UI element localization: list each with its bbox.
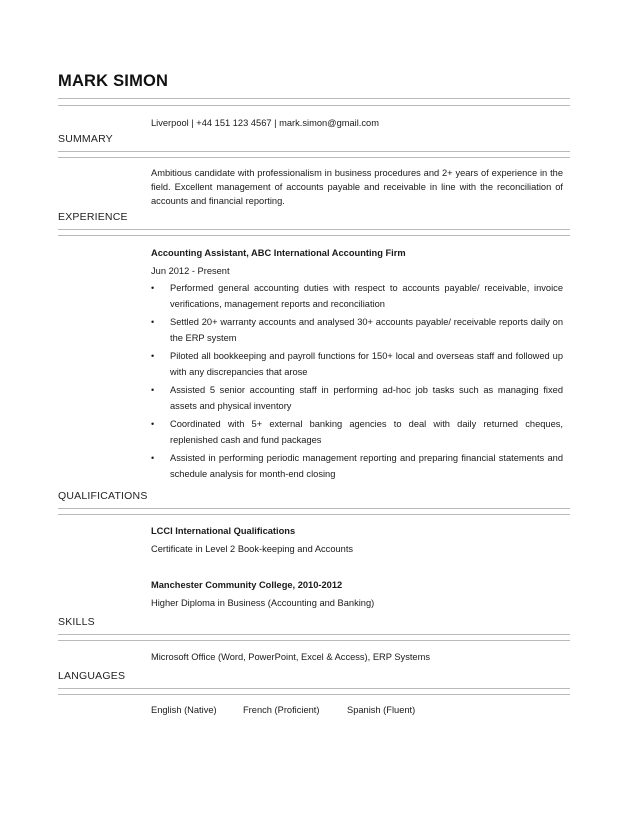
language-item: English (Native) [151,705,217,715]
divider [58,151,570,152]
bullet-icon: • [151,351,155,361]
summary-heading: SUMMARY [58,133,113,145]
divider [58,634,570,635]
job-duties-list [151,281,563,485]
qualification-title: LCCI International Qualifications [151,526,296,536]
job-dates: Jun 2012 - Present [151,266,230,276]
divider [58,157,570,158]
bullet-icon: • [151,453,155,463]
list-item: • Assisted in performing periodic management reporting and preparing financial statements and schedule analysis for month-end closing [151,453,563,479]
job-title: Accounting Assistant, ABC International Accounting Firm [151,248,406,258]
divider [58,229,570,230]
language-item: Spanish (Fluent) [347,705,416,715]
summary-text: Ambitious candidate with professionalism in business procedures and 2+ years of experience in the field. Excellent management of accounts payable and receivable in line with the reconciliation of accounts and financial reporting. [151,168,563,206]
divider [58,514,570,515]
qualification-title: Manchester Community College, 2010-2012 [151,580,343,590]
candidate-name: MARK SIMON [58,72,169,90]
contact-info: Liverpool | +44 151 123 4567 | mark.simon@gmail.com [151,118,379,128]
qualification-detail: Higher Diploma in Business (Accounting and Banking) [151,598,375,608]
qualification-detail: Certificate in Level 2 Book-keeping and Accounts [151,544,354,554]
experience-heading: EXPERIENCE [58,211,128,223]
bullet-icon: • [151,419,155,429]
divider [58,235,570,236]
list-item: • Piloted all bookkeeping and payroll functions for 150+ local and overseas staff and followed up with any discrepancies that arose [151,351,563,377]
languages-heading: LANGUAGES [58,670,126,682]
bullet-icon: • [151,283,155,293]
list-item: • Performed general accounting duties with respect to accounts payable/ receivable, invoice verifications, management reports and reconciliation [151,283,563,309]
divider [58,694,570,695]
skills-heading: SKILLS [58,616,95,628]
list-item: • Coordinated with 5+ external banking agencies to deal with daily returned cheques, replenished cash and fund packages [151,419,563,445]
qualifications-heading: QUALIFICATIONS [58,490,148,502]
list-item: • Settled 20+ warranty accounts and analysed 30+ accounts payable/ receivable reports daily on the ERP system [151,317,563,343]
divider [58,98,570,99]
bullet-icon: • [151,317,155,327]
divider [58,508,570,509]
bullet-icon: • [151,385,155,395]
divider [58,105,570,106]
divider [58,640,570,641]
skills-text: Microsoft Office (Word, PowerPoint, Excel & Access), ERP Systems [151,652,430,662]
language-item: French (Proficient) [243,705,320,715]
divider [58,688,570,689]
list-item: • Assisted 5 senior accounting staff in performing ad-hoc job tasks such as managing fixed assets and physical inventory [151,385,563,411]
